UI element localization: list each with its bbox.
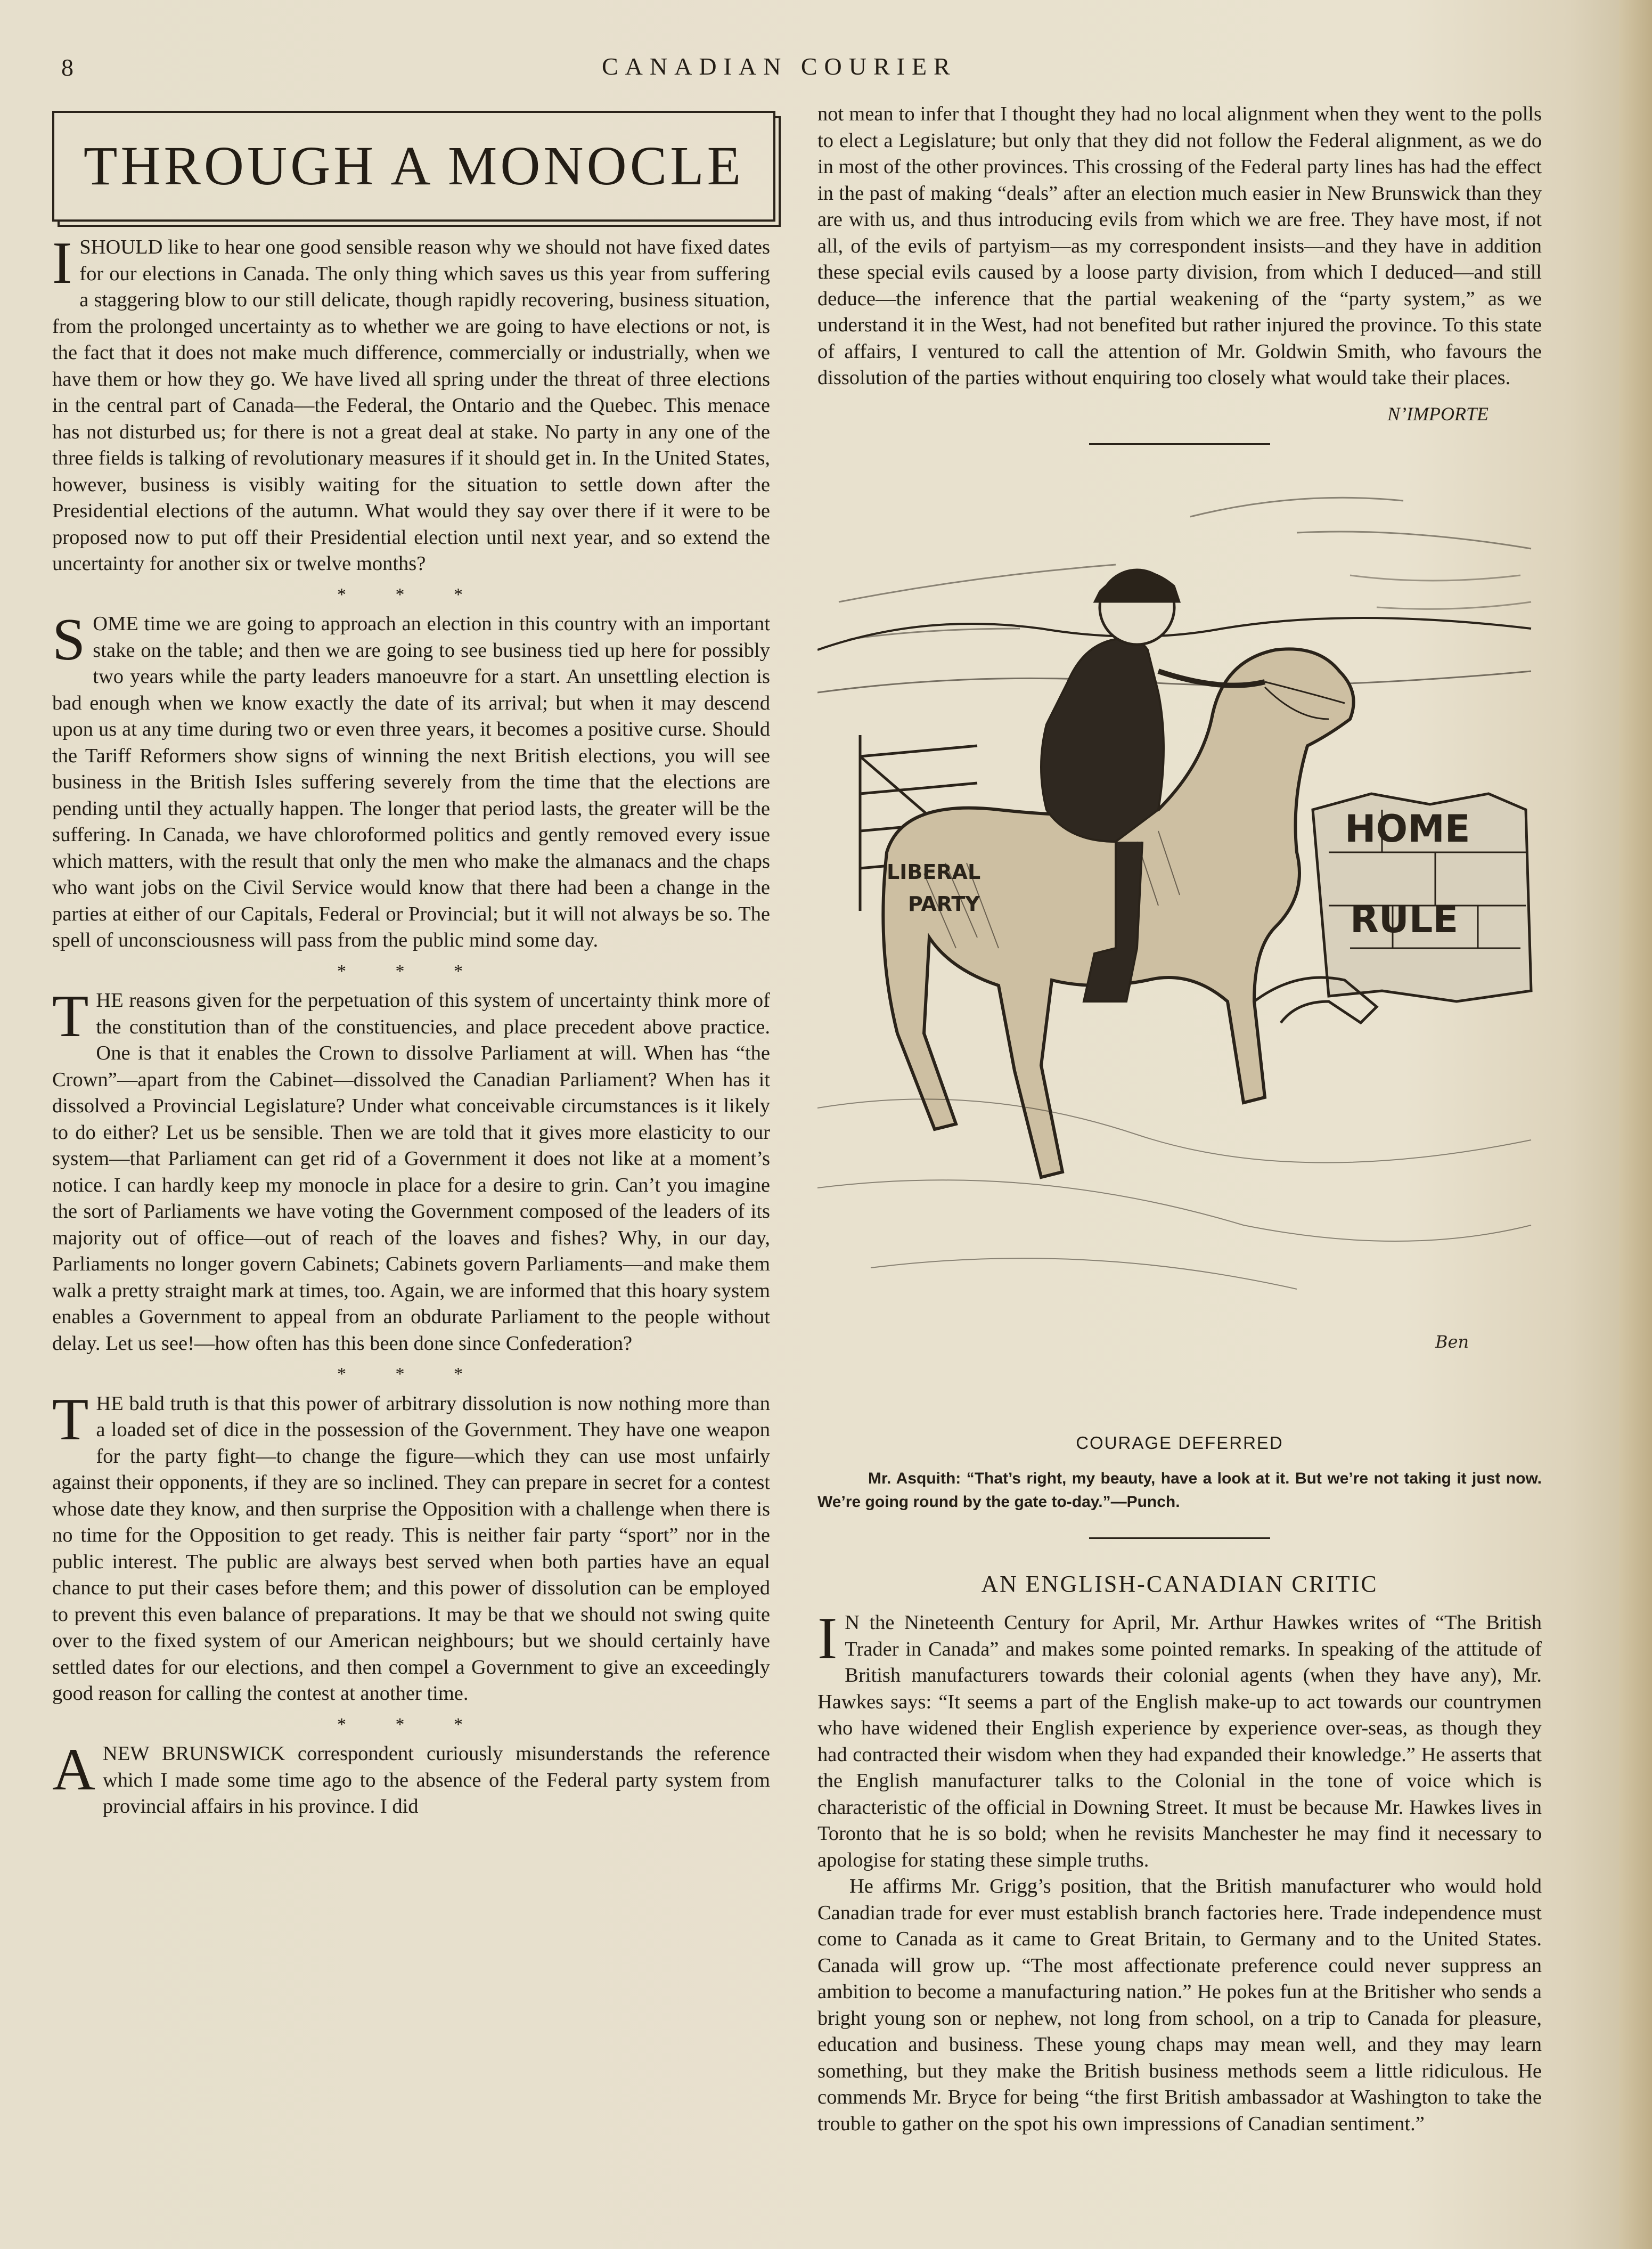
section-heading: AN ENGLISH-CANADIAN CRITIC <box>981 1570 1378 1597</box>
running-head: CANADIAN COURIER <box>602 53 957 80</box>
para-4: THE bald truth is that this power of arbitrary dissolution is now nothing more than a loaded set of dice in the possession of the Government. They have one weapon for the party fight—to change the figure—which they can use most unfairly against their opponents, if they are so inclined. They can prepare in secret for a contest whose date they know, and then surprise the Opposition with a challenge when there is no time for the Opposition to get ready. This is neither fair party “sport” nor in the public interest. The public are always best served when both parties have an equal chance to put their cases before them; and this power of dissolution can be employed to prevent this even balance of preparations. It may be that we should not swing quite over to the fixed system of our American neighbours; but we should certainly have settled dates for our elections, and then compel a Government to give an exceedingly good reason for calling the contest at another time. <box>52 1386 770 1705</box>
liberal-lettering: LIBERAL <box>887 860 981 884</box>
cartoon-caption-title: COURAGE DEFERRED <box>1076 1433 1283 1453</box>
signature: N’IMPORTE <box>1387 403 1489 425</box>
para-2: SOME time we are going to approach an election in this country with an important stake on the table; and then we are going to see business tied up here for possibly two years while the party leaders manoeuvre for a start. An unsettling election is bad enough when we know exactly the date of its arrival; but when it may descend upon us at any time during two or even three years, it becomes a positive curse. Should the Tariff Reformers show signs of winning the next British elections, you will see business in the British Isles suffering severely from the time that the elections are pending until they actually happen. The longer that period lasts, the greater will be the suffering. In Canada, we have chloroformed politics and gently removed every issue which matters, with the result that only the men who make the almanacs and the chaps who want jobs on the Civil Service would know that there had been a change in the parties at either of our Capitals, Federal or Provincial; but it will not always be so. The spell of unconsciousness will pass from the public mind some day. <box>52 607 770 951</box>
section-separator: * * * <box>337 961 485 981</box>
section-separator: * * * <box>337 1714 485 1734</box>
right-column-top <box>817 101 1542 445</box>
drop-cap: I <box>817 1606 838 1672</box>
critic-para-2: He affirms Mr. Grigg’s position, that the British manufacturer who would hold Canadian trade for ever must establish branch factories here. Trade independence must come to Canada as it came to Great Britain, to Germany and to the United States. Canada will grow up. “The most affectionate preference could never suppress an ambition to become a manufacturing nation.” He pokes fun at the Britisher who sends a bright young son or nephew, not long from school, on a trip to Canada for pleasure, education and business. These young chaps may mean well, and they may learn something, but they make the British business methods seem a little ridiculous. He commends Mr. Bryce for being “the first British ambassador at Washington to take the trouble to gather on the spot his own impressions of Canadian sentiment.” <box>817 1875 1542 2135</box>
section-separator: * * * <box>337 1364 485 1384</box>
critic-para-1: I N the Nineteenth Century for April, Mr. Arthur Hawkes writes of “The British Trader in Canada” and makes some pointed remarks. In speaking of the attitude of British manufacturers towards their colonial agents (when they have any), Mr. Hawkes says: “It seems a part of the English make-up to act towards our countrymen who have widened their English experience by experience over-seas, as though they had contracted their wisdom when they had expanded their knowledge.” He asserts that the English manufacturer talks to the Colonial in the tone of voice which is characteristic of the official in Downing Street. It must be because Mr. Hawkes lives in Toronto that he is so bold; when he revisits Manchester he may find it necessary to apologise for stating these simple truths. <box>817 1606 1542 1871</box>
cartoon-illustration <box>817 469 1542 1417</box>
party-lettering: PARTY <box>908 892 980 916</box>
divider <box>1089 1537 1270 1539</box>
title-box <box>52 111 775 222</box>
para-1: ISHOULD like to hear one good sensible reason why we should not have fixed dates for our elections in Canada. The only thing which saves us this year from suffering a staggering blow to our still delicate, though rapidly recovering, business situation, from the prolonged uncertainty as to whether we are going to have elections or not, is the fact that it does not make much difference, commercially or industrially, when we have them or how they go. We have lived all spring under the threat of three elections in the central part of Canada—the Federal, the Ontario and the Quebec. This menace has not disturbed us; for there is not a great deal at stake. No party in any one of the three fields is talking of revolutionary measures if it should get in. In the United States, however, business is visibly waiting for the situation to settle down after the Presidential elections of the autumn. What would they say over there if it were to be proposed now to put off their Presidential election until next year, and so extend the uncertainty for another six or twelve months? <box>52 230 770 575</box>
page-edge <box>1619 0 1652 2249</box>
drop-cap: A <box>52 1737 95 1803</box>
para-5: ANEW BRUNSWICK correspondent curiously misunderstands the reference which I made some time ago to the absence of the Federal party system from provincial affairs in his province. I did <box>52 1737 770 1818</box>
continued-paragraph: not mean to infer that I thought they had no local alignment when they went to the polls to elect a Legislature; but only that they did not follow the Federal alignment, as we do in most of the other provinces. This crossing of the Federal party lines has had the effect in the past of making “deals” after an election much easier in New Brunswick than they are with us, and thus introducing evils from which we are free. They have most, if not all, of the evils of partyism—as my correspondent insists—and they have in addition these special evils caused by a loose party division, from which I deduced—and still deduce—the inference that the partial weakening of the “party system,” as we understand it in the West, had not benefited but rather injured the province. To this state of affairs, I ventured to call the attention of Mr. Goldwin Smith, who favours the dissolution of the parties without enquiring too closely what would take their places. <box>817 103 1542 389</box>
para-3: THE reasons given for the perpetuation of this system of uncertainty think more of the constitution than of the constituencies, and place precedent above practice. One is that it enables the Crown to dissolve Parliament at will. When has “the Crown”—apart from the Cabinet—dissolved the Canadian Parliament? When has it dissolved a Provincial Legislature? Under what conceivable circumstances is it likely to do either? Let us be sensible. Then we are told that it gives more elasticity to our system—that Parliament can get rid of a Government it does not like at a moment’s notice. I can hardly keep my monocle in place for a desire to grin. Can’t you imagine the sort of Parliaments we have voting the Government composed of the leaders of its majority out of office—out of reach of the loaves and fishes? Why, in our day, Parliaments no longer govern Cabinets; Cabinets govern Parliaments—and make them walk a pretty straight mark at times, too. Again, we are informed that this hoary system enables a Government to appeal from an obdurate Parliament to the people without delay. Let us see!—how often has this been done since Confederation? <box>52 983 770 1355</box>
left-column <box>52 230 770 1820</box>
right-column-bottom <box>817 1422 1542 2137</box>
home-lettering: HOME <box>1345 807 1470 851</box>
divider <box>1089 443 1270 445</box>
drop-cap: S <box>52 607 86 673</box>
page-number: 8 <box>61 54 73 81</box>
cartoon-caption: Mr. Asquith: “That’s right, my beauty, have a look at it. But we’re not taking it just now. We’re going round by the gate to-day.”—Punch. <box>817 1469 1542 1511</box>
drop-cap: T <box>52 983 89 1049</box>
artist-signature: Ben <box>1435 1332 1469 1352</box>
drop-cap: T <box>52 1386 89 1453</box>
article-title: THROUGH A MONOCLE <box>83 135 745 197</box>
drop-cap: I <box>52 230 72 296</box>
section-separator: * * * <box>337 584 485 605</box>
rule-lettering: RULE <box>1350 898 1459 941</box>
